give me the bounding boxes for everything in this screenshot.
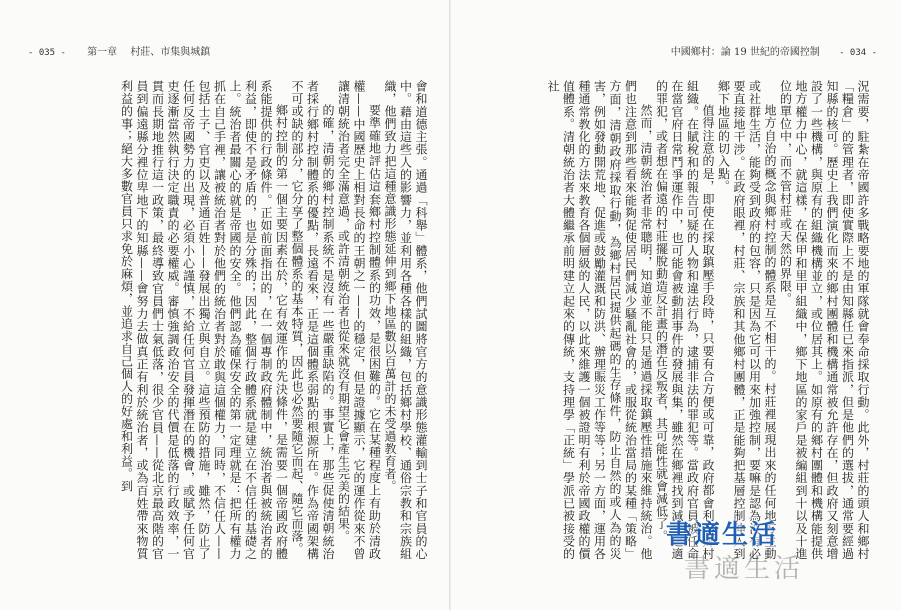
right-page-body bbox=[478, 80, 870, 560]
left-page-header bbox=[28, 46, 210, 60]
paragraph: 鄉村控制的第一個主要因素在於，它有效運作的先決條件，是需要一個帝國政府體系能提供的行政條件。正如前面指出的，在一個專制政府體制中，統治者與被統治者的利益，即使不是矛盾的，也是分殊的；因此，整個行政體系就是建立在不信任的基礎之上。統治者最關心的就是帝國的安全。他們認為確保安全的第一定理就是：把所有權力抓在自己手裡，讓被統治者對於他們的統治者對於敢與這個權力，同時，不信任人——包括士子、官吏以及普通百姓——發展出獨立與自立。這些預防的措施，雖然，防止了任何反帝國勢力的出現，必須小心謹慎，不給任何官員發揮潛在的機會，或賦予任何官吏逐漸當然執行決定職責的必要權威。審慎強調政治安全的代價是低落的行政效率，一貫而長期地推行這一政策，最終導致官員們士氣低落，很少官員——從北京最高階的官員到偏遠縣分裡位卑地下的知縣——會努力去做真正有利於統治者，或為百姓帶來物質利益的事；絕大多數官員只求免於麻煩，並追求自己個人的好處和利益。到 bbox=[119, 80, 289, 560]
left-page bbox=[0, 0, 450, 610]
left-page-body bbox=[28, 80, 428, 560]
paragraph: 要準確地評估這套鄉村控制體系的功效，是很困難的。它在某種程度上有助於清政權——中國歷史上相對長命的王朝之一——的穩定，但是證據顯示，它的運作從來不曾讓清朝統治者完全滿意過，或許清朝統治者也從來就沒有期望它會產生完美的結果。 bbox=[336, 80, 382, 560]
book-title: 中國鄉村：論 19 世紀的帝國控制 bbox=[670, 47, 820, 58]
chapter-title: 村莊、市集與城鎮 bbox=[130, 47, 211, 58]
paragraph: 然而，清朝統治者非常聰明，知道並不能只是通過採取鎮壓性措施來維持統治。他們也注意到那些看來能夠促使居民們減少騷亂社會的，或服從統治當局的某種「策略」方面，清朝政府採取行動，為鄉村居民提供起碼的生存條件，防止自然的或人為的災害，例如發動開荒地、促進或鼓勵灌溉和防洪、辦理賑災工作等等；另一方面，運用各種通常教化的方法來教育各個層級的人民，以此來維護一個被證明有利於帝國政權的價值體系。清朝統治者大體繼承前明建立起來的傳統，支持理學「正統」學派已被接受的社 bbox=[546, 80, 653, 560]
paragraph: 況需要，駐紮在帝國許多戰略要地的軍隊就會奉命採取行動。此外，村莊的頭人和鄉村「糧倉」的管理者，即使實際上不是由知縣任已來指派，但是他們的選拔，通常要經過知縣的核可。歷史上我們演化而來的鄉村團體和機構通常被允許存在，但政府又刻意增設了一些機構，與原有的組織機構並立，或位居其上。如原有的鄉村團體和機構能提供地方權力中心，就這樣，在保甲和里甲組織中，鄉下地區的家戶是被編組到十以及十進位的單位中，而不管村莊或天然的界限。 bbox=[778, 80, 870, 560]
left-page-number: - 035 - bbox=[28, 48, 66, 58]
watermark bbox=[666, 520, 826, 600]
right-page-number: - 034 - bbox=[839, 48, 877, 58]
watermark-logo: 書適生活 bbox=[666, 520, 779, 550]
paragraph: 地方自治的概念與鄉村控制的體系是互不相干的。村莊裡展現出來的任何地方主動或社群生活，能夠受到政府的包容，只是因為它可以用來加強控制，要嘛是認為沒有必要直接地干涉。在政府眼裡，村莊、宗族和其他鄉村團體，正是能夠把基層控制伸入到鄉下地區的切入點。 bbox=[716, 80, 777, 560]
watermark-echo: 書適生活 bbox=[684, 554, 805, 584]
paragraph: 值得注意的是，即使在採取鎮壓手段時，只要有合方便或可靠，政府都會利用鄉村組織。在賦稅和的報告可疑的人物和違法行為，逮捕非法的罪犯等。當政府官員被任命在當官府日常鬥爭運作中，也可能會被動捐事件的發展與集，雖然在鄉裡找到減少之適的罪犯，或者想在偏遠的村莊擺脫動造反計畫的潛在反叛者，其可能性就會減低了。 bbox=[654, 80, 715, 560]
paragraph: 會和道德主張。通過「科舉」體系，他們試圖將官方的意識形態灌輸到士子和官員的心中。藉由這些人的影響力，並利用各種各樣的組織，包括鄉村學校、通俗宗教和宗族組織，他們致力把這種意識形態延伸到鄉下地區數以百萬計的未受過教育者。 bbox=[383, 80, 428, 560]
chapter-label: 第一章 bbox=[87, 47, 118, 58]
right-page-header bbox=[671, 46, 877, 60]
paragraph: 的確，清朝的鄉村控制系統不是沒有一些嚴重缺陷的。事實上，那些促使清朝統治者採行鄉村控制體系的優點，長遠看來，正是這個體系弱點的根源所在。作為帝國架構不可或缺的部分，它分享了整個體系的基本特質，因此也必然要隨它而起、隨它而落。 bbox=[290, 80, 335, 560]
